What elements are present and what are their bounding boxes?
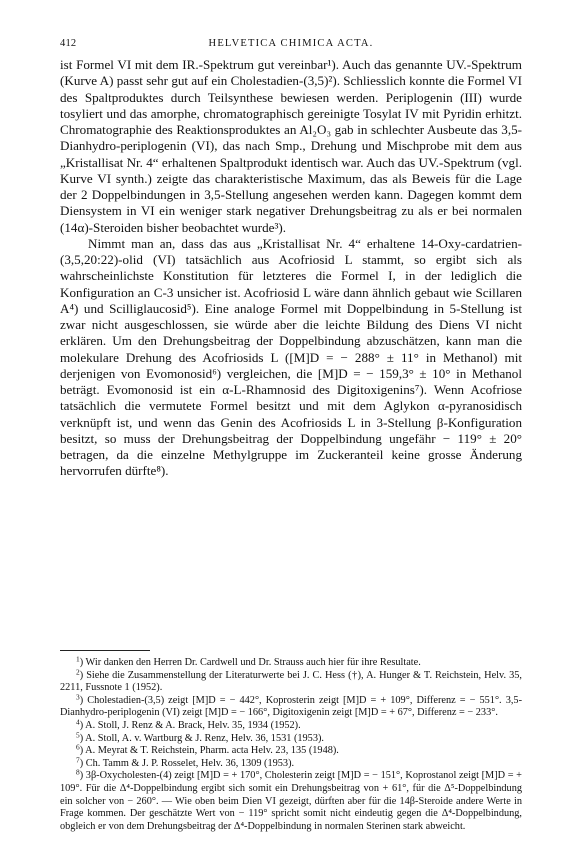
footnote-text: A. Stoll, A. v. Wartburg & J. Renz, Helv. 36, 1531 (1953). [85,732,324,744]
footnote-number: 4 [76,717,80,727]
footnote-number: 8 [76,768,80,778]
footnote-text: Ch. Tamm & J. P. Rosselet, Helv. 36, 1309 (1953). [85,757,295,769]
paragraph-2: Nimmt man an, dass das aus „Kristallisat Nr. 4“ erhaltene 14-Oxy-cardatrien-(3,5,20:22)-olid (VI) tatsächlich aus Acofriosid L stammt, so ergibt sich als wahrscheinlichste Konstitution für letzteres die Formel I, in der lediglich die Konfiguration an C-3 unsicher ist. Acofriosid L wäre dann ähnlich gebaut wie Scillaren A⁴) und Scilliglaucosid⁵). Eine analoge Formel mit Doppelbindung in 5-Stellung ist zwar nicht ausgeschlossen, sie würde aber die leichte Bildung des Diens VI nicht erklären. Um den Drehungsbeitrag der Doppelbindung abzuschätzen, kann man die molekulare Drehung des Acofriosids L ([M]D = − 288° ± 11° in Methanol) mit derjenigen von Evomonosid⁶) vergleichen, die [M]D = − 159,3° ± 10° in Methanol beträgt. Evomonosid ist ein α-L-Rhamnosid des Digitoxigenins⁷). Wenn Acofriose tatsächlich die vermutete Formel besitzt und mit dem Aglykon α-pyranosidisch verknüpft ist, und wenn das Genin des Acofriosids L in 3-Stellung β-Konfiguration besitzt, so muss der Drehungsbeitrag der Doppelbindung ungefähr − 119° ± 20° betragen, da die einzelne Methylgruppe im Zuckeranteil keine grosse Änderung hervorrufen dürfte⁸). [60,235,522,479]
footnote-separator [60,650,150,651]
running-header [60,38,522,54]
footnote-number: 7 [76,755,80,765]
footnote: $^4$) A. Stoll, J. Renz & A. Brack, Helv. 35, 1934 (1952). [76,717,301,731]
footnote-number: 5 [76,730,80,740]
footnote-number: 1 [76,654,80,664]
page-number: 412 [60,38,77,49]
footnote: $^2$) Siehe die Zusammenstellung der Literaturwerte bei J. C. Hess (†), A. Hunger & T. Reichstein, Helv. 35, 2211, Fussnote 1 (1952). [60,667,522,694]
footnote-text: Cholestadien-(3,5) zeigt [M]D = − 442°, Koprosterin zeigt [M]D = + 109°, Differenz = − 551°. 3,5-Dianhydro-periplogenin (VI) zeigt [M]D = − 166°, Digitoxigenin zeigt [M]D = + 67°, Differenz = − 233°. [60,694,522,719]
footnote: $^6$) A. Meyrat & T. Reichstein, Pharm. acta Helv. 23, 135 (1948). [76,742,339,757]
journal-title: HELVETICA CHIMICA ACTA. [208,38,374,49]
footnote: $^5$) A. Stoll, A. v. Wartburg & J. Renz, Helv. 36, 1531 (1953). [76,730,324,744]
footnote-text: A. Meyrat & T. Reichstein, Pharm. acta Helv. 23, 135 (1948). [85,745,339,757]
footnotes [60,654,522,833]
main-text [60,57,522,480]
footnote-text: A. Stoll, J. Renz & A. Brack, Helv. 35, 1934 (1952). [85,719,301,731]
footnote-text: Siehe die Zusammenstellung der Literaturwerte bei J. C. Hess (†), A. Hunger & T. Reichstein, Helv. 35, 2211, Fussnote 1 (1952). [60,669,522,694]
footnote-text: 3β-Oxycholesten-(4) zeigt [M]D = + 170°, Cholesterin zeigt [M]D = − 151°, Koprostanol zeigt [M]D = + 109°. Für die Δ⁴-Doppelbindung ergibt sich somit ein Drehungsbeitrag von + 61°, für die Δ⁵-Doppelbindung ein solcher von − 260°. — Wie oben beim Dien VI gezeigt, dürften aber für die 14β-Steroide andere Werte in Frage kommen. Der geschätzte Wert von − 119° spricht somit nicht eindeutig gegen die Δ⁴-Doppelbindung, obgleich er von dem Drehungsbeitrag der Δ⁴-Doppelbindung in normalen Sterinen stark abweicht. [60,770,522,832]
paragraph-1: ist Formel VI mit dem IR.-Spektrum gut vereinbar¹). Auch das genannte UV.-Spektrum (Kurve A) passt sehr gut auf ein Cholestadien-(3,5)²). Schliesslich konnte die Formel VI des Spaltproduktes durch Teilsynthese bewiesen werden. Periplogenin (III) wurde tosyliert und das amorphe, chromatographisch gereinigte Tosylat IV mit Pyridin erhitzt. Chromatographie des Reaktionsproduktes an Al₂O₃ gab in schlechter Ausbeute das 3,5-Dianhydro-periplogenin (VI), das nach Smp., Drehung und Mischprobe mit dem aus „Kristallisat Nr. 4“ erhaltenen Spaltprodukt identisch war. Auch das UV.-Spektrum (vgl. Kurve VI synth.) zeigte das charakteristische Maximum, das als Beweis für die Lage der 2 Doppelbindungen in 3,5-Stellung angesehen werden kann. Dagegen kommt dem Diensystem in VI ein weniger stark negativer Drehungsbeitrag zu als er bei normalen (14α)-Steroiden bisher beobachtet wurde³). [60,57,522,235]
footnote: $^3$) Cholestadien-(3,5) zeigt [M]D = − 442°, Koprosterin zeigt [M]D = + 109°, Differenz = − 551°. 3,5-Dianhydro-periplogenin (VI) zeigt [M]D = − 166°, Digitoxigenin zeigt [M]D = + 67°, Differenz = − 233°. [60,692,522,719]
footnote-number: 3 [76,692,80,702]
footnote-number: 2 [76,667,80,677]
footnote: $^8$) 3β-Oxycholesten-(4) zeigt [M]D = + 170°, Cholesterin zeigt [M]D = − 151°, Koprostanol zeigt [M]D = + 109°. Für die Δ⁴-Doppelbindung ergibt sich somit ein Drehungsbeitrag von + 61°, für die Δ⁵-Doppelbindung ein solcher von − 260°. — Wie oben beim Dien VI gezeigt, dürften aber für die 14β-Steroide andere Werte in Frage kommen. Der geschätzte Wert von − 119° spricht somit nicht eindeutig gegen die Δ⁴-Doppelbindung, obgleich er von dem Drehungsbeitrag der Δ⁴-Doppelbindung in normalen Sterinen stark abweicht. [60,768,522,832]
footnote: $^7$) Ch. Tamm & J. P. Rosselet, Helv. 36, 1309 (1953). [76,755,295,769]
footnote: $^1$) Wir danken den Herren Dr. Cardwell und Dr. Strauss auch hier für ihre Resultate. [76,654,421,668]
footnote-text: Wir danken den Herren Dr. Cardwell und Dr. Strauss auch hier für ihre Resultate. [85,657,421,668]
footnote-number: 6 [76,742,80,752]
